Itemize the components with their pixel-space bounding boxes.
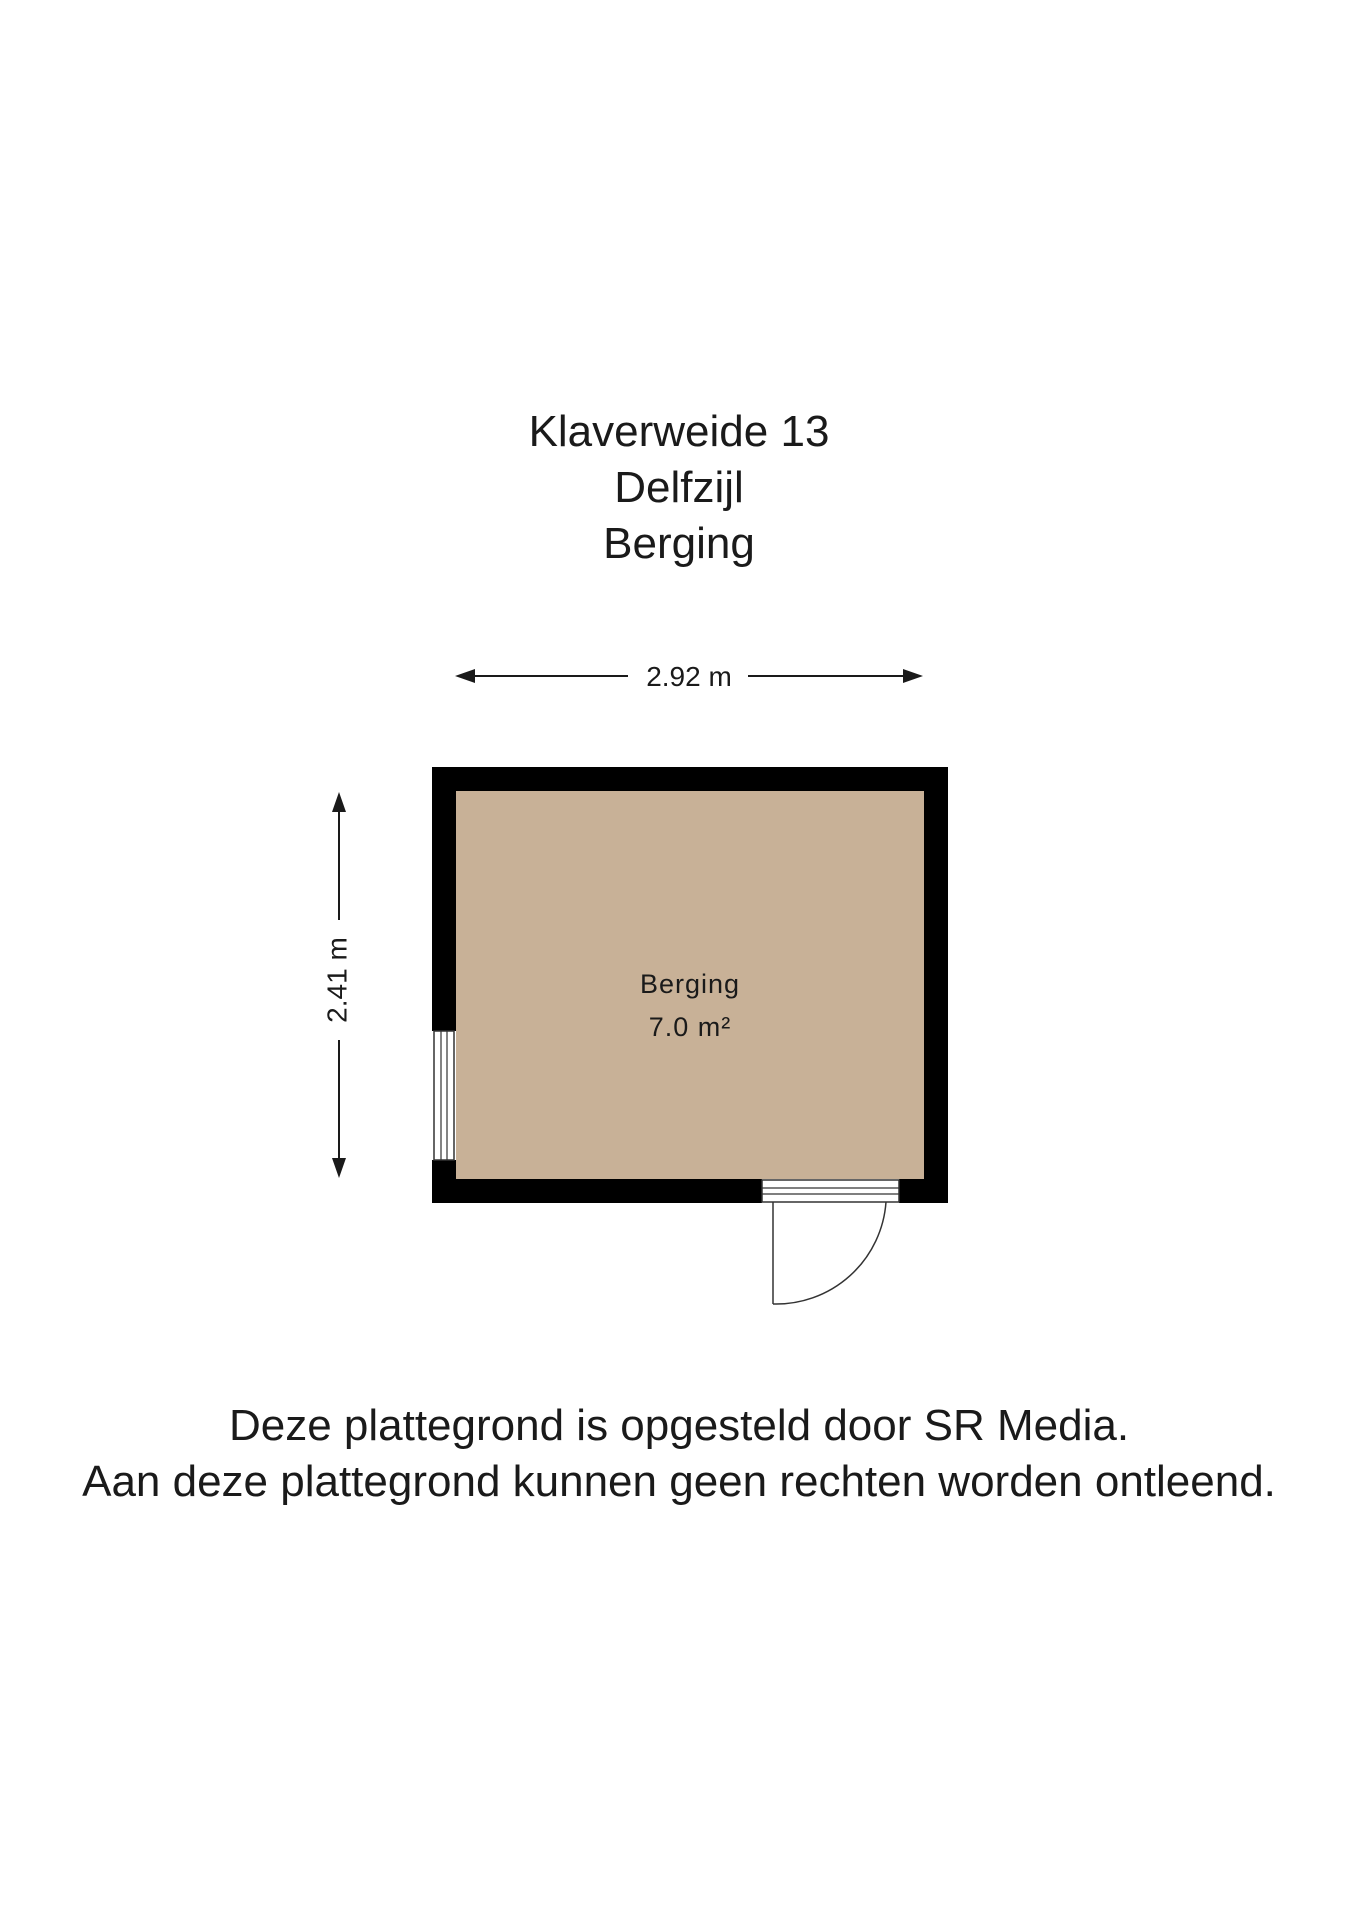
city-title: Delfzijl <box>614 463 744 512</box>
door <box>762 1180 899 1304</box>
disclaimer <box>0 1398 1358 1510</box>
room-name: Berging <box>639 969 741 999</box>
width-dimension <box>455 661 923 692</box>
window <box>434 1031 454 1160</box>
height-dimension <box>321 792 352 1178</box>
address-title: Klaverweide 13 <box>528 407 830 456</box>
room-area: 7.0 m² <box>648 1012 732 1042</box>
disclaimer-line-1: Deze plattegrond is opgesteld door SR Media. <box>228 1401 1130 1450</box>
height-label: 2.41 m <box>321 937 353 1023</box>
arrow-right-icon <box>903 669 923 683</box>
arrow-up-icon <box>332 792 346 812</box>
width-label: 2.92 m <box>646 661 732 692</box>
disclaimer-line-2: Aan deze plattegrond kunnen geen rechten worden ontleend. <box>82 1457 1276 1506</box>
arrow-left-icon <box>455 669 475 683</box>
arrow-down-icon <box>332 1158 346 1178</box>
floor-title: Berging <box>603 519 755 568</box>
